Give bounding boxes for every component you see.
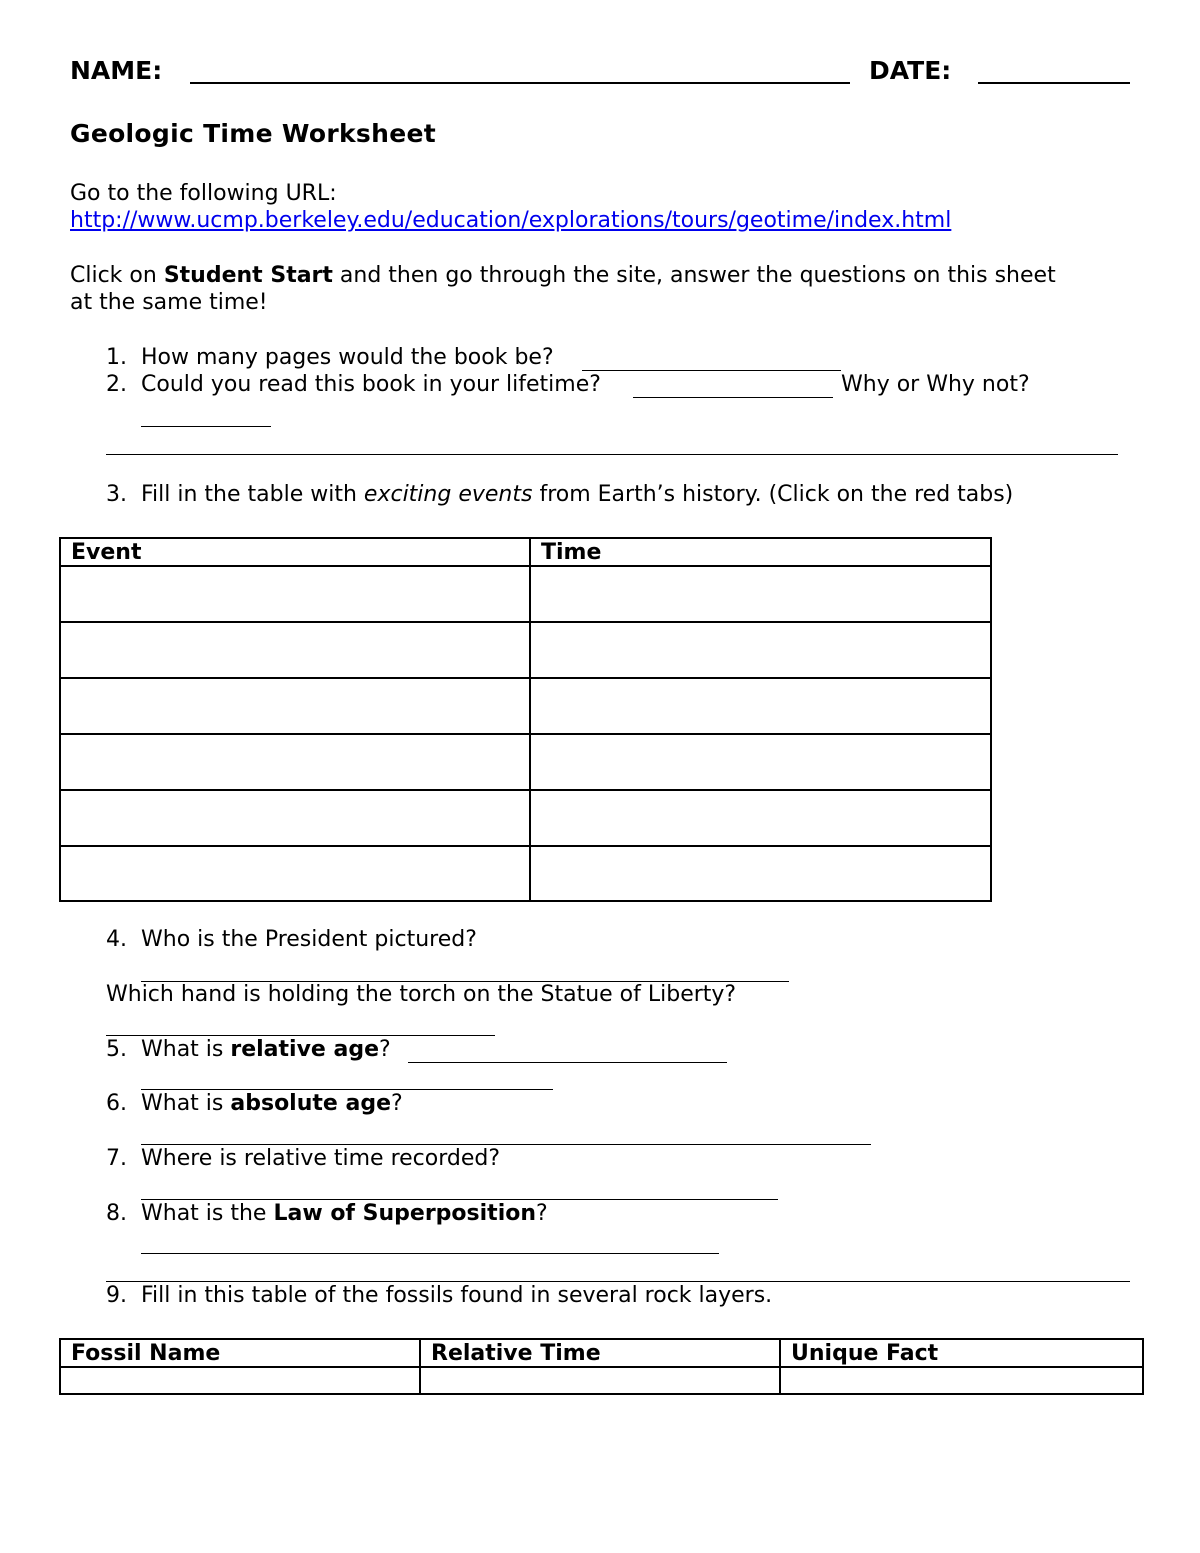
- q4-number: 4.: [106, 927, 127, 952]
- q5-answer-line[interactable]: [408, 1062, 727, 1063]
- event-cell[interactable]: [60, 566, 530, 622]
- fossil-name-cell[interactable]: [60, 1367, 420, 1394]
- events-table: [59, 537, 992, 902]
- q8-number: 8.: [106, 1201, 127, 1226]
- page-title: Geologic Time Worksheet: [70, 119, 436, 148]
- click-instruction-line2: at the same time!: [70, 290, 268, 315]
- date-label: DATE:: [869, 56, 952, 85]
- url-link[interactable]: http://www.ucmp.berkeley.edu/education/explorations/tours/geotime/index.html: [70, 208, 952, 233]
- date-blank[interactable]: [978, 82, 1130, 84]
- q3-text: Fill in the table with exciting events from Earth’s history. (Click on the red tabs): [141, 482, 1014, 507]
- event-cell[interactable]: [60, 790, 530, 846]
- q5-text: What is relative age?: [141, 1037, 391, 1062]
- q6-number: 6.: [106, 1091, 127, 1116]
- q7-text: Where is relative time recorded?: [141, 1146, 501, 1171]
- fossils-header-relative-time: Relative Time: [420, 1339, 780, 1367]
- q6-text: What is absolute age?: [141, 1091, 403, 1116]
- event-cell[interactable]: [60, 734, 530, 790]
- q2-why-line[interactable]: [141, 426, 271, 427]
- q1-text: How many pages would the book be?: [141, 345, 554, 370]
- fossil-relative-time-cell[interactable]: [420, 1367, 780, 1394]
- fossils-table: [59, 1338, 1144, 1395]
- q5-bold: relative age: [230, 1037, 380, 1062]
- click-instruction: Click on Student Start and then go through the site, answer the questions on this sheet: [70, 263, 1056, 288]
- q2-answer-line[interactable]: [633, 397, 833, 398]
- q5-number: 5.: [106, 1037, 127, 1062]
- q2-text: Could you read this book in your lifetime?: [141, 372, 601, 397]
- event-cell[interactable]: [60, 622, 530, 678]
- q6-bold: absolute age: [230, 1091, 391, 1116]
- time-cell[interactable]: [530, 678, 991, 734]
- q4-subquestion: Which hand is holding the torch on the Statue of Liberty?: [106, 982, 737, 1007]
- q3-number: 3.: [106, 482, 127, 507]
- name-label: NAME:: [70, 56, 163, 85]
- event-cell[interactable]: [60, 678, 530, 734]
- q7-number: 7.: [106, 1146, 127, 1171]
- q2-number: 2.: [106, 372, 127, 397]
- q7-answer-line[interactable]: [141, 1199, 778, 1200]
- q8-bold: Law of Superposition: [273, 1201, 537, 1226]
- fossil-unique-fact-cell[interactable]: [780, 1367, 1143, 1394]
- time-cell[interactable]: [530, 734, 991, 790]
- q8-answer-line2[interactable]: [106, 1281, 1130, 1282]
- q4-sub-answer-line[interactable]: [106, 1035, 495, 1036]
- time-cell[interactable]: [530, 622, 991, 678]
- q2-why-line2[interactable]: [106, 454, 1118, 455]
- events-header-event: Event: [60, 538, 530, 566]
- q3-italic: exciting events: [363, 482, 533, 507]
- q8-text: What is the Law of Superposition?: [141, 1201, 548, 1226]
- q1-number: 1.: [106, 345, 127, 370]
- q5-answer-line2[interactable]: [141, 1089, 553, 1090]
- fossils-header-name: Fossil Name: [60, 1339, 420, 1367]
- q8-answer-line[interactable]: [141, 1253, 719, 1254]
- event-cell[interactable]: [60, 846, 530, 901]
- q9-text: Fill in this table of the fossils found in several rock layers.: [141, 1283, 773, 1308]
- name-blank[interactable]: [190, 82, 850, 84]
- time-cell[interactable]: [530, 790, 991, 846]
- fossils-header-unique-fact: Unique Fact: [780, 1339, 1143, 1367]
- time-cell[interactable]: [530, 566, 991, 622]
- q9-number: 9.: [106, 1283, 127, 1308]
- events-header-time: Time: [530, 538, 991, 566]
- q4-text: Who is the President pictured?: [141, 927, 477, 952]
- q6-answer-line[interactable]: [141, 1144, 871, 1145]
- student-start-label: Student Start: [163, 263, 333, 288]
- goto-instruction: Go to the following URL:: [70, 181, 337, 206]
- q2-text2: Why or Why not?: [841, 372, 1030, 397]
- q1-answer-line[interactable]: [582, 370, 841, 371]
- time-cell[interactable]: [530, 846, 991, 901]
